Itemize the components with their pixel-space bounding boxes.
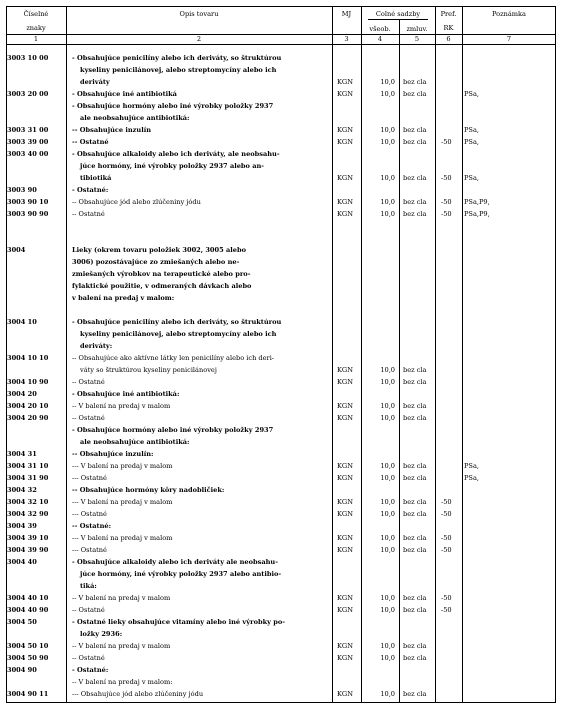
- description-line: -- V balení na predaj v malom: [72, 642, 171, 650]
- description-line: -- Ostatné: [72, 378, 105, 386]
- unit-cell: KGN: [337, 378, 353, 386]
- tariff-code: 3004 20 90: [7, 414, 49, 422]
- pref-cell: -50: [441, 198, 452, 206]
- header-rates: Colné sadzby: [375, 10, 421, 18]
- tariff-code: 3003 39 00: [7, 138, 49, 146]
- col-divider: [332, 6, 333, 703]
- description-line: kyseliny penicilánovej, alebo streptomycíny alebo ich: [80, 330, 277, 338]
- contract-rate-cell: bez cla: [403, 198, 427, 206]
- tariff-code: 3004 31 90: [7, 474, 49, 482]
- unit-cell: KGN: [337, 534, 353, 542]
- description-line: -- Ostatné: [72, 654, 105, 662]
- general-rate-cell: 10,0: [380, 594, 395, 602]
- description-line: - Obsahujúce hormóny alebo iné výrobky položky 2937: [72, 102, 274, 110]
- tariff-code: 3004 10 90: [7, 378, 49, 386]
- general-rate-cell: 10,0: [380, 138, 395, 146]
- description-line: -- Ostatné: [72, 210, 105, 218]
- contract-rate-cell: bez cla: [403, 126, 427, 134]
- contract-rate-cell: bez cla: [403, 606, 427, 614]
- tariff-code: 3004 39 90: [7, 546, 49, 554]
- general-rate-cell: 10,0: [380, 690, 395, 698]
- contract-rate-cell: bez cla: [403, 474, 427, 482]
- tariff-code: 3004 32: [7, 486, 37, 494]
- unit-cell: KGN: [337, 498, 353, 506]
- header-unit: MJ: [341, 10, 352, 18]
- description-line: - Ostatné lieky obsahujúce vitamíny alebo iné výrobky po-: [72, 618, 286, 626]
- general-rate-cell: 10,0: [380, 414, 395, 422]
- general-rate-cell: 10,0: [380, 378, 395, 386]
- contract-rate-cell: bez cla: [403, 462, 427, 470]
- tariff-code: 3004 32 90: [7, 510, 49, 518]
- contract-rate-cell: bez cla: [403, 510, 427, 518]
- pref-cell: -50: [441, 534, 452, 542]
- general-rate-cell: 10,0: [380, 534, 395, 542]
- description-line: zmiešaných výrobkov na terapeutické alebo pro-: [72, 270, 251, 278]
- description-line: kyseliny penicilánovej, alebo streptomycíny alebo ich: [80, 66, 277, 74]
- tariff-code: 3004 50 90: [7, 654, 49, 662]
- contract-rate-cell: bez cla: [403, 654, 427, 662]
- description-line: - Ostatné:: [72, 666, 109, 674]
- unit-cell: KGN: [337, 210, 353, 218]
- tariff-code: 3004 20: [7, 390, 37, 398]
- contract-rate-cell: bez cla: [403, 642, 427, 650]
- description-line: -- Ostatné: [72, 138, 109, 146]
- unit-cell: KGN: [337, 594, 353, 602]
- description-line: -- Obsahujúce jód alebo zlúčeniny jódu: [72, 198, 201, 206]
- contract-rate-cell: bez cla: [403, 210, 427, 218]
- description-line: fylaktické použitie, v odmeraných dávkach alebo: [72, 282, 252, 290]
- pref-cell: -50: [441, 606, 452, 614]
- description-line: júce hormóny, iné výrobky položky 2937 alebo antibio-: [80, 570, 282, 578]
- description-line: - Obsahujúce penicilíny alebo ich deriváty, so štruktúrou: [72, 54, 282, 62]
- contract-rate-cell: bez cla: [403, 366, 427, 374]
- tariff-code: 3004 10 10: [7, 354, 49, 362]
- general-rate-cell: 10,0: [380, 402, 395, 410]
- unit-cell: KGN: [337, 546, 353, 554]
- description-line: tibiotiká: [80, 174, 112, 182]
- description-line: ale neobsahujúce antibiotiká:: [80, 438, 190, 446]
- header-contract: zmluv.: [406, 25, 428, 33]
- tariff-code: 3004 40 90: [7, 606, 49, 614]
- header-code: Číselné: [23, 10, 49, 18]
- description-line: --- Ostatné: [72, 510, 107, 518]
- description-line: --- V balení na predaj v malom: [72, 534, 173, 542]
- general-rate-cell: 10,0: [380, 510, 395, 518]
- tariff-code: 3003 90 10: [7, 198, 49, 206]
- unit-cell: KGN: [337, 690, 353, 698]
- unit-cell: KGN: [337, 78, 353, 86]
- header-divider: [6, 44, 556, 45]
- contract-rate-cell: bez cla: [403, 534, 427, 542]
- description-line: - Obsahujúce penicilíny alebo ich deriváty, so štruktúrou: [72, 318, 282, 326]
- general-rate-cell: 10,0: [380, 474, 395, 482]
- tariff-code: 3004: [7, 246, 26, 254]
- unit-cell: KGN: [337, 510, 353, 518]
- pref-cell: -50: [441, 210, 452, 218]
- description-line: ložky 2936:: [80, 630, 123, 638]
- unit-cell: KGN: [337, 606, 353, 614]
- header-num: 4: [377, 35, 383, 43]
- contract-rate-cell: bez cla: [403, 378, 427, 386]
- description-line: -- Ostatné: [72, 414, 105, 422]
- general-rate-cell: 10,0: [380, 498, 395, 506]
- description-line: júce hormóny, iné výrobky položky 2937 alebo an-: [80, 162, 265, 170]
- tariff-code: 3003 31 00: [7, 126, 49, 134]
- description-line: --- Ostatné: [72, 546, 107, 554]
- tariff-code: 3003 10 00: [7, 54, 49, 62]
- description-line: -- V balení na predaj v malom:: [72, 678, 173, 686]
- tariff-code: 3004 40: [7, 558, 37, 566]
- contract-rate-cell: bez cla: [403, 414, 427, 422]
- description-line: váty so štruktúrou kyseliny penicilánovej: [80, 366, 217, 374]
- description-line: deriváty: [80, 78, 110, 86]
- description-line: - Obsahujúce iné antibiotiká: [72, 90, 177, 98]
- header-num: 5: [414, 35, 420, 43]
- contract-rate-cell: bez cla: [403, 402, 427, 410]
- tariff-code: 3004 31: [7, 450, 37, 458]
- general-rate-cell: 10,0: [380, 546, 395, 554]
- description-line: - Obsahujúce iné antibiotiká:: [72, 390, 180, 398]
- header-underline: [368, 19, 428, 20]
- description-line: Lieky (okrem tovaru položiek 3002, 3005 alebo: [72, 246, 246, 254]
- tariff-code: 3003 20 00: [7, 90, 49, 98]
- general-rate-cell: 10,0: [380, 198, 395, 206]
- description-line: -- Obsahujúce inzulín: [72, 126, 152, 134]
- pref-cell: -50: [441, 138, 452, 146]
- description-line: --- Obsahujúce jód alebo zlúčeniny jódu: [72, 690, 204, 698]
- description-line: -- Obsahujúce inzulín:: [72, 450, 154, 458]
- contract-rate-cell: bez cla: [403, 138, 427, 146]
- note-cell: PSa,: [464, 138, 479, 146]
- tariff-code: 3004 40 10: [7, 594, 49, 602]
- header-num: 1: [33, 35, 39, 43]
- contract-rate-cell: bez cla: [403, 498, 427, 506]
- unit-cell: KGN: [337, 462, 353, 470]
- tariff-code: 3003 40 00: [7, 150, 49, 158]
- pref-cell: -50: [441, 510, 452, 518]
- description-line: -- Ostatné: [72, 606, 105, 614]
- contract-rate-cell: bez cla: [403, 546, 427, 554]
- pref-cell: -50: [441, 498, 452, 506]
- col-divider: [66, 6, 67, 703]
- col-divider: [435, 6, 436, 703]
- description-line: -- Obsahujúce ako aktívne látky len penicilíny alebo ich deri-: [72, 354, 275, 362]
- general-rate-cell: 10,0: [380, 642, 395, 650]
- note-cell: PSa,P9,: [464, 210, 490, 218]
- unit-cell: KGN: [337, 654, 353, 662]
- description-line: tiká:: [80, 582, 97, 590]
- header-num: 2: [196, 35, 202, 43]
- unit-cell: KGN: [337, 414, 353, 422]
- note-cell: PSa,: [464, 474, 479, 482]
- description-line: --- Ostatné: [72, 474, 107, 482]
- description-line: -- V balení na predaj v malom: [72, 594, 171, 602]
- description-line: v balení na predaj v malom:: [72, 294, 175, 302]
- tariff-code: 3004 10: [7, 318, 37, 326]
- note-cell: PSa,: [464, 90, 479, 98]
- tariff-code: 3004 39 10: [7, 534, 49, 542]
- pref-cell: -50: [441, 594, 452, 602]
- tariff-code: 3004 39: [7, 522, 37, 530]
- note-cell: PSa,: [464, 174, 479, 182]
- description-line: - Obsahujúce alkaloidy alebo ich deriváty ale neobsahu-: [72, 558, 278, 566]
- contract-rate-cell: bez cla: [403, 174, 427, 182]
- header-num: 6: [446, 35, 451, 43]
- tariff-code: 3004 31 10: [7, 462, 49, 470]
- description-line: ale neobsahujúce antibiotiká:: [80, 114, 190, 122]
- general-rate-cell: 10,0: [380, 174, 395, 182]
- description-line: --- V balení na predaj v malom: [72, 498, 173, 506]
- tariff-code: 3003 90: [7, 186, 37, 194]
- pref-cell: -50: [441, 546, 452, 554]
- header-note: Poznámka: [492, 10, 526, 18]
- unit-cell: KGN: [337, 474, 353, 482]
- header-description: Opis tovaru: [179, 10, 219, 18]
- description-line: -- Obsahujúce hormóny kôry nadobličiek:: [72, 486, 225, 494]
- pref-cell: -50: [441, 174, 452, 182]
- contract-rate-cell: bez cla: [403, 78, 427, 86]
- note-cell: PSa,P9,: [464, 198, 490, 206]
- unit-cell: KGN: [337, 198, 353, 206]
- unit-cell: KGN: [337, 366, 353, 374]
- general-rate-cell: 10,0: [380, 78, 395, 86]
- description-line: - Obsahujúce hormóny alebo iné výrobky položky 2937: [72, 426, 274, 434]
- tariff-table: [6, 6, 556, 703]
- col-divider: [399, 20, 400, 703]
- tariff-code: 3004 90: [7, 666, 37, 674]
- description-line: 3006) pozostávajúce zo zmiešaných alebo ne-: [72, 258, 240, 266]
- note-cell: PSa,: [464, 126, 479, 134]
- note-cell: PSa,: [464, 462, 479, 470]
- general-rate-cell: 10,0: [380, 210, 395, 218]
- tariff-code: 3004 90 11: [7, 690, 49, 698]
- description-line: - Obsahujúce alkaloidy alebo ich deriváty, ale neobsahu-: [72, 150, 280, 158]
- tariff-code: 3004 50: [7, 618, 37, 626]
- header-code-sub: znaky: [26, 24, 46, 32]
- contract-rate-cell: bez cla: [403, 90, 427, 98]
- unit-cell: KGN: [337, 138, 353, 146]
- tariff-code: 3004 50 10: [7, 642, 49, 650]
- description-line: -- Ostatné:: [72, 522, 112, 530]
- tariff-code: 3004 32 10: [7, 498, 49, 506]
- header-num: 3: [344, 35, 349, 43]
- unit-cell: KGN: [337, 174, 353, 182]
- description-line: - Ostatné:: [72, 186, 109, 194]
- general-rate-cell: 10,0: [380, 606, 395, 614]
- tariff-code: 3003 90 90: [7, 210, 49, 218]
- col-divider: [462, 6, 463, 703]
- header-pref: Pref.: [440, 10, 457, 18]
- contract-rate-cell: bez cla: [403, 690, 427, 698]
- general-rate-cell: 10,0: [380, 366, 395, 374]
- unit-cell: KGN: [337, 642, 353, 650]
- header-general: všeob.: [369, 25, 391, 33]
- header-num: 7: [506, 35, 512, 43]
- header-pref-sub: RK: [443, 24, 454, 32]
- description-line: deriváty:: [80, 342, 113, 350]
- tariff-code: 3004 20 10: [7, 402, 49, 410]
- description-line: --- V balení na predaj v malom: [72, 462, 173, 470]
- unit-cell: KGN: [337, 402, 353, 410]
- general-rate-cell: 10,0: [380, 654, 395, 662]
- unit-cell: KGN: [337, 90, 353, 98]
- contract-rate-cell: bez cla: [403, 594, 427, 602]
- general-rate-cell: 10,0: [380, 126, 395, 134]
- description-line: -- V balení na predaj v malom: [72, 402, 171, 410]
- unit-cell: KGN: [337, 126, 353, 134]
- general-rate-cell: 10,0: [380, 462, 395, 470]
- general-rate-cell: 10,0: [380, 90, 395, 98]
